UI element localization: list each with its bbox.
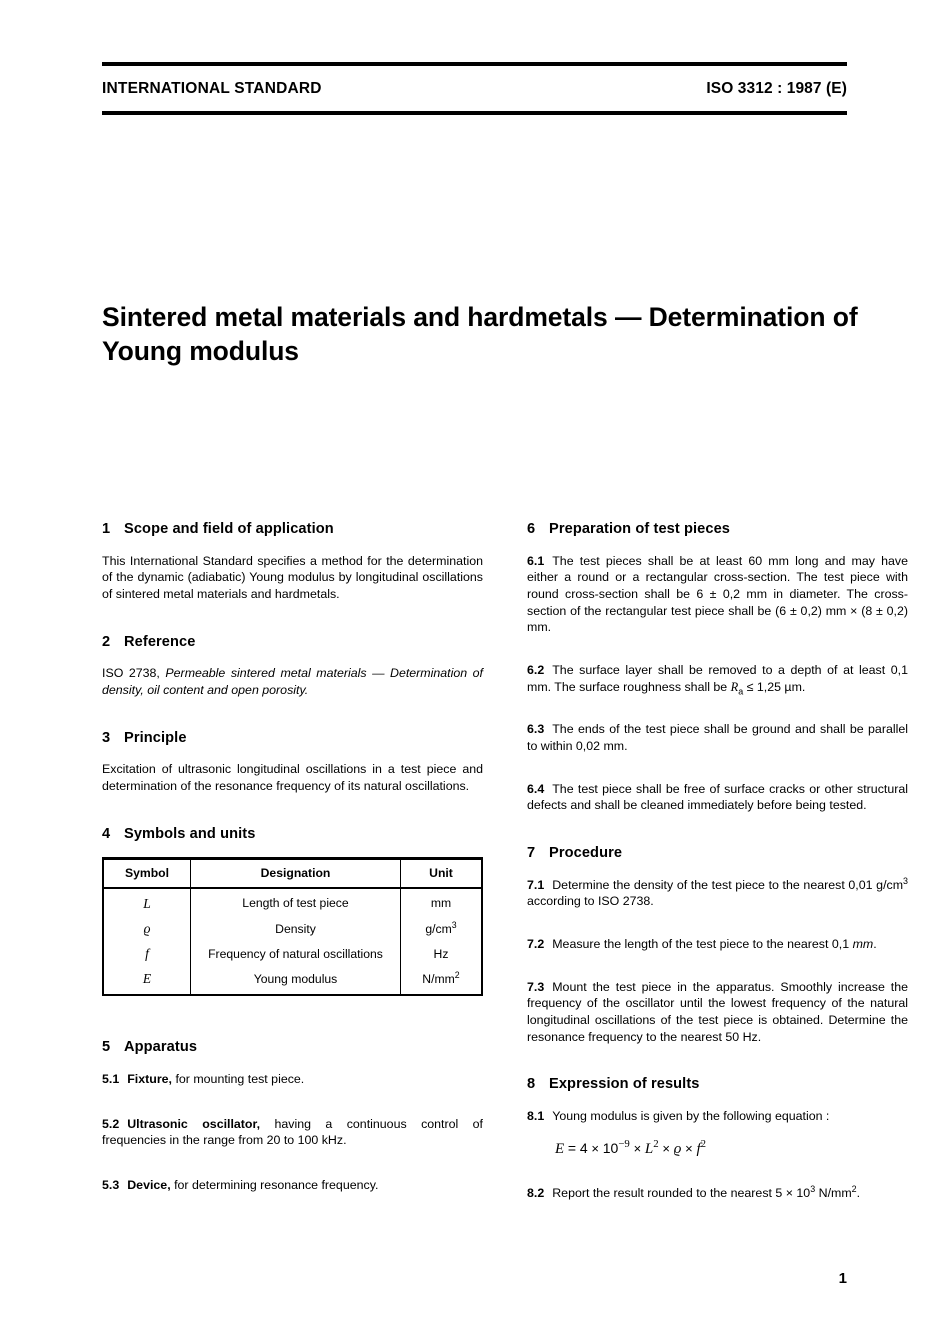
clause-text: Determine the density of the test piece to the nearest 0,01 g/cm (552, 877, 904, 892)
section-3-body: Excitation of ultrasonic longitudinal oscillations in a test piece and determination of the resonance frequency of its natural oscillations. (102, 762, 483, 793)
section-heading-1 (102, 520, 483, 540)
cell-unit (401, 967, 483, 995)
section-title-4: Symbols and units (124, 825, 256, 842)
spacer (102, 795, 483, 825)
column-left (102, 520, 483, 1194)
clause-number: 6.1 (527, 553, 545, 568)
clause-5-1 (102, 1071, 483, 1088)
clause-text: for determining resonance frequency. (170, 1177, 379, 1192)
header-standard-number: ISO 3312 : 1987 (E) (706, 80, 847, 97)
page-title: Sintered metal materials and hardmetals — Determination of Young modulus (102, 301, 858, 366)
table-row (103, 941, 482, 966)
clause-6-3 (527, 721, 908, 754)
section-number-3: 3 (102, 729, 111, 746)
clause-7-1 (527, 877, 908, 910)
equation-var-frequency: f (696, 1140, 701, 1157)
multiply-icon: × (633, 1140, 642, 1156)
section-number-5: 5 (102, 1039, 111, 1056)
roughness-subscript: a (738, 686, 744, 697)
section-title-1: Scope and field of application (124, 521, 334, 537)
spacer (527, 953, 908, 979)
section-heading-2 (102, 633, 483, 653)
clause-number: 6.2 (527, 662, 545, 677)
cell-unit (401, 941, 483, 966)
section-title-7: Procedure (549, 845, 623, 862)
equation-var-density: ϱ (673, 1140, 682, 1157)
section-number-1: 1 (102, 521, 111, 537)
unit-exponent: 2 (851, 1183, 857, 1194)
spacer (527, 910, 908, 936)
clause-number: 7.2 (527, 936, 545, 951)
cell-designation: Frequency of natural oscillations (191, 941, 401, 966)
cell-symbol: ϱ (103, 916, 191, 941)
section-title-2: Reference (124, 633, 196, 650)
clause-text: The test piece shall be free of surface cracks or other structural defects and shall be cleaned immediately before being tested. (527, 781, 908, 813)
young-modulus-equation (555, 1139, 908, 1159)
clause-number: 8.1 (527, 1108, 545, 1123)
table-row (103, 888, 482, 917)
unit-italic: mm (852, 936, 874, 951)
clause-text: having a continuous control of frequencies in the range from 20 to 100 kHz. (102, 1116, 483, 1148)
clause-text-tail: . (873, 936, 877, 951)
multiply-icon: × (685, 1140, 693, 1156)
clause-number: 7.1 (527, 877, 545, 892)
section-heading-3 (102, 729, 483, 749)
equation-coefficient: 4 (579, 1139, 588, 1156)
equation-lhs: E (555, 1140, 565, 1157)
symbols-table-wrapper (102, 857, 483, 996)
column-right (527, 520, 908, 1201)
clause-lead-term: Ultrasonic oscillator, (127, 1116, 261, 1131)
spacer (102, 1149, 483, 1177)
equation-power-exponent: −9 (618, 1137, 630, 1150)
section-1-body: This International Standard specifies a method for the determination of the dynamic (adiabatic) Young modulus by longitudinal oscillations of sintered metal materials and hardmetals. (102, 553, 483, 601)
spacer (527, 1159, 908, 1185)
equation-var-length-exp: 2 (653, 1137, 659, 1150)
clause-text: The ends of the test piece shall be ground and shall be parallel to within 0,02 mm. (527, 722, 908, 753)
clause-text: Measure the length of the test piece to the nearest 0,1 (552, 936, 853, 951)
spacer (527, 636, 908, 662)
cell-unit (401, 888, 483, 917)
table-body (103, 888, 482, 995)
clause-5-2 (102, 1116, 483, 1149)
clause-number: 5.1 (102, 1071, 120, 1086)
clause-text: Mount the test piece in the apparatus. Smoothly increase the frequency of the oscillator until the lowest frequency of the natural longitudinal oscillations of the test piece is obtained. Determine the resonance frequency to the nearest 50 Hz. (527, 979, 908, 1044)
section-number-8: 8 (527, 1076, 536, 1093)
section-number-7: 7 (527, 845, 536, 862)
section-heading-6 (527, 520, 908, 540)
spacer (102, 996, 483, 1038)
spacer (102, 1088, 483, 1116)
header-standard-type: INTERNATIONAL STANDARD (102, 80, 322, 97)
table-row (103, 967, 482, 995)
clause-unit: N/mm (815, 1185, 852, 1200)
equation-power-base: 10 (602, 1139, 619, 1156)
clause-text-tail: ≤ 1,25 µm. (743, 679, 806, 694)
spacer (102, 699, 483, 729)
cell-symbol: E (103, 967, 191, 995)
table-row (103, 916, 482, 941)
page-number: 1 (838, 1270, 847, 1287)
equation-var-length: L (644, 1140, 654, 1157)
clause-text: The surface layer shall be removed to a depth of at least 0,1 mm. The surface roughness shall be (527, 662, 908, 694)
multiply-icon: × (662, 1140, 671, 1156)
table-head (103, 860, 482, 888)
unit-exponent: 2 (454, 969, 460, 980)
clause-6-1 (527, 553, 908, 636)
spacer (527, 755, 908, 781)
section-number-2: 2 (102, 633, 111, 650)
cell-symbol: f (103, 941, 191, 966)
section-title-8: Expression of results (549, 1076, 700, 1093)
cell-designation: Density (191, 916, 401, 941)
section-heading-4 (102, 825, 483, 845)
spacer (527, 814, 908, 844)
section-title-6: Preparation of test pieces (549, 521, 731, 537)
column-header-unit: Unit (401, 860, 483, 888)
equation-var-frequency-exp: 2 (700, 1137, 707, 1150)
roughness-symbol: R (730, 679, 739, 694)
clause-8-2 (527, 1185, 908, 1202)
multiply-icon: × (591, 1140, 599, 1156)
power-exponent: 3 (810, 1183, 816, 1194)
clause-number: 7.3 (527, 979, 545, 994)
spacer (527, 1045, 908, 1075)
section-heading-7 (527, 844, 908, 864)
unit-exponent: 3 (451, 919, 457, 930)
spacer (102, 603, 483, 633)
header-rule-top (102, 62, 847, 66)
cell-designation: Length of test piece (191, 888, 401, 917)
column-header-symbol: Symbol (103, 860, 191, 888)
clause-text: Report the result rounded to the nearest 5 × 10 (552, 1185, 811, 1200)
cell-designation: Young modulus (191, 967, 401, 995)
clause-6-4 (527, 781, 908, 814)
clause-number: 5.2 (102, 1116, 120, 1131)
clause-7-3 (527, 979, 908, 1046)
cell-unit (401, 916, 483, 941)
clause-7-2 (527, 936, 908, 953)
header-rule-bottom (102, 111, 847, 115)
reference-title: Permeable sintered metal materials — Determination of density, oil content and open porosity. (102, 666, 483, 697)
clause-lead-term: Fixture, (127, 1071, 172, 1086)
clause-text: Young modulus is given by the following equation : (552, 1108, 830, 1123)
reference-designator: ISO 2738, (102, 666, 166, 681)
unit-base: Hz (433, 946, 449, 961)
clause-8-1 (527, 1108, 908, 1125)
clause-number: 8.2 (527, 1185, 545, 1200)
clause-lead-term: Device, (127, 1177, 171, 1192)
table-header-row (103, 860, 482, 888)
section-number-6: 6 (527, 521, 536, 537)
section-number-4: 4 (102, 825, 111, 842)
cell-symbol: L (103, 888, 191, 917)
clause-6-2 (527, 662, 908, 695)
section-title-3: Principle (124, 729, 187, 746)
unit-exponent: 3 (903, 875, 908, 886)
clause-text: The test pieces shall be at least 60 mm long and may have either a round or a rectangular cross-section. The test piece with round cross-section shall be 6 ± 0,2 mm in diameter. The cross-section of the rectangular test piece shall be (6 ± 0,2) mm × (8 ± 0,2) mm. (527, 553, 908, 635)
column-header-designation: Designation (191, 860, 401, 888)
section-title-5: Apparatus (124, 1039, 198, 1056)
unit-base: mm (430, 896, 452, 911)
clause-number: 6.4 (527, 781, 545, 796)
clause-text: for mounting test piece. (172, 1071, 305, 1086)
equation-equals: = (567, 1139, 577, 1156)
section-heading-5 (102, 1038, 483, 1058)
symbols-units-table (102, 859, 483, 994)
spacer (527, 695, 908, 721)
clause-text-tail: according to ISO 2738. (527, 894, 654, 909)
clause-number: 5.3 (102, 1177, 120, 1192)
clause-5-3 (102, 1177, 483, 1194)
section-2-reference (102, 665, 483, 698)
unit-base: g/cm (425, 921, 452, 936)
clause-number: 6.3 (527, 722, 545, 737)
section-heading-8 (527, 1075, 908, 1095)
clause-text-tail: . (856, 1185, 861, 1200)
unit-base: N/mm (422, 971, 455, 986)
